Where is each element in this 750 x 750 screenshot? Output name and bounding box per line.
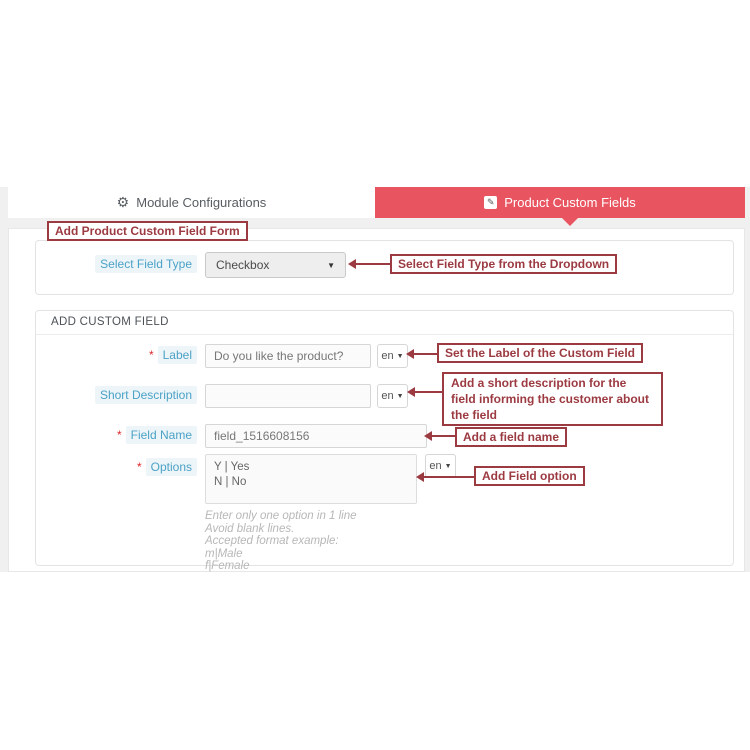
field-type-select[interactable] xyxy=(205,252,346,278)
label-input[interactable] xyxy=(205,344,371,368)
label-lang-dropdown[interactable] xyxy=(377,344,408,368)
help-line: Avoid blank lines. xyxy=(205,522,295,535)
field-name-row-caption xyxy=(117,426,197,444)
caret-down-icon: ▼ xyxy=(327,260,335,270)
annotation-label: Set the Label of the Custom Field xyxy=(437,343,643,363)
short-description-row-caption xyxy=(95,386,197,404)
help-line: Enter only one option in 1 line xyxy=(205,510,357,522)
tab-product-custom-fields[interactable] xyxy=(375,187,745,218)
label-lang-value: en xyxy=(381,350,394,362)
options-textarea[interactable] xyxy=(205,454,417,504)
short-description-lang-dropdown[interactable] xyxy=(377,384,408,408)
add-custom-field-title: ADD CUSTOM FIELD xyxy=(36,311,733,335)
tab-module-configurations-label: Module Configurations xyxy=(136,195,267,210)
gear-icon: ⚙ xyxy=(116,194,130,210)
annotation-arrow-field-type xyxy=(355,263,390,265)
annotation-arrow-field-name xyxy=(431,435,455,437)
help-line: Accepted format example: xyxy=(205,535,339,547)
field-type-selected-value: Checkbox xyxy=(216,258,270,272)
required-asterisk: * xyxy=(148,348,154,362)
short-description-field-label: Short Description xyxy=(95,386,197,404)
annotation-field-name: Add a field name xyxy=(455,427,567,447)
caret-down-icon: ▼ xyxy=(444,462,452,470)
annotation-form-title: Add Product Custom Field Form xyxy=(47,221,248,241)
annotation-arrow-options xyxy=(423,476,474,478)
field-name-input[interactable] xyxy=(205,424,427,448)
short-description-input[interactable] xyxy=(205,384,371,408)
annotation-field-type: Select Field Type from the Dropdown xyxy=(390,254,617,274)
field-name-field-label: Field Name xyxy=(126,426,197,444)
short-description-lang-value: en xyxy=(381,390,394,402)
annotation-short-description: Add a short description for the field informing the customer about the field xyxy=(442,372,663,426)
tab-module-configurations[interactable] xyxy=(8,187,375,218)
label-field-label: Label xyxy=(158,346,197,364)
options-help-text xyxy=(205,510,357,573)
options-lang-dropdown[interactable] xyxy=(425,454,456,478)
help-line: f|Female xyxy=(205,560,250,572)
annotation-options: Add Field option xyxy=(474,466,585,486)
options-lang-value: en xyxy=(429,460,442,472)
caret-down-icon: ▼ xyxy=(396,392,404,400)
active-tab-pointer xyxy=(562,218,578,226)
field-type-label-row xyxy=(95,255,197,273)
required-asterisk: * xyxy=(116,428,122,442)
field-type-label: Select Field Type xyxy=(95,255,197,273)
help-line: m|Male xyxy=(205,547,243,560)
annotation-arrow-label xyxy=(413,353,437,355)
caret-down-icon: ▼ xyxy=(396,352,404,360)
edit-icon: ✎ xyxy=(484,196,497,209)
options-row-caption xyxy=(137,458,197,476)
label-row-caption xyxy=(149,346,197,364)
annotation-arrow-short-description xyxy=(414,391,442,393)
tab-product-custom-fields-label: Product Custom Fields xyxy=(504,195,636,210)
options-field-label: Options xyxy=(146,458,197,476)
required-asterisk: * xyxy=(136,460,142,474)
